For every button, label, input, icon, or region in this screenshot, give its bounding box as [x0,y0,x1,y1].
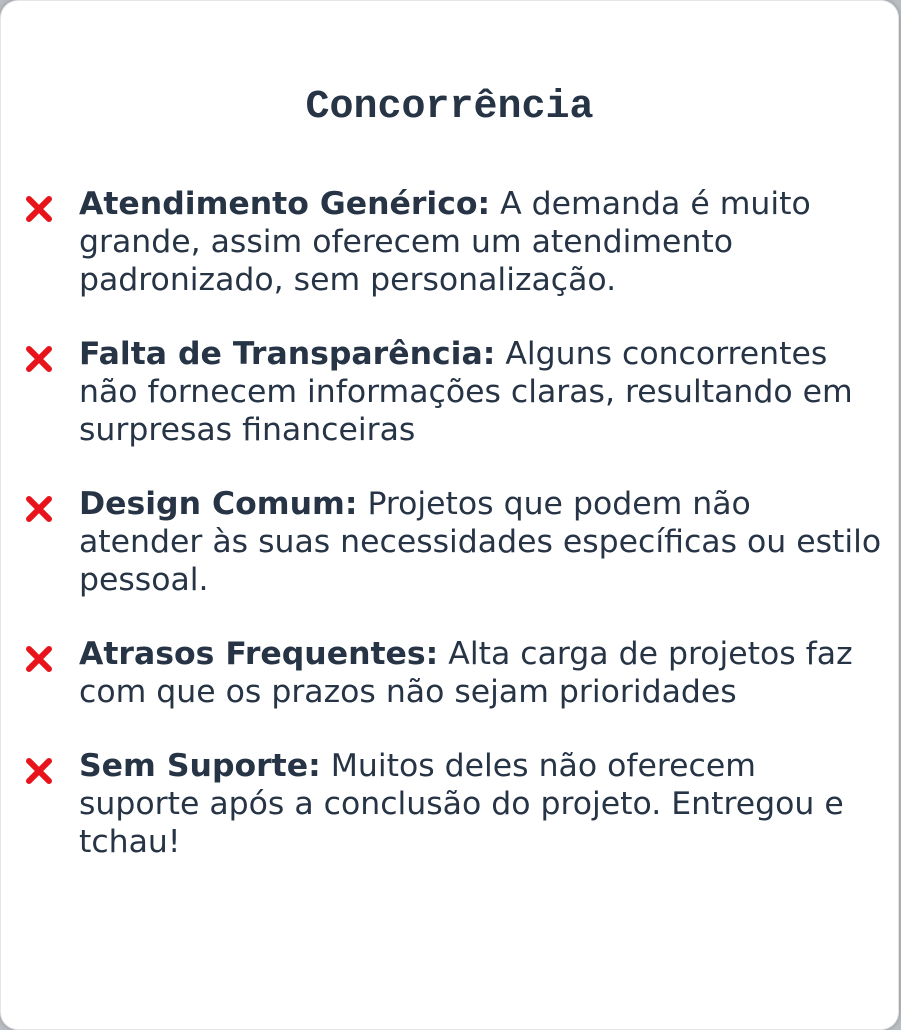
x-icon [25,195,53,223]
item-title: Falta de Transparência: [79,336,496,372]
item-title: Design Comum: [79,486,358,522]
item-title: Atendimento Genérico: [79,186,491,222]
card-title: Concorrência [305,85,594,130]
competition-list [1,185,899,897]
x-icon [25,757,53,785]
item-text: Muitos deles não oferecem suporte após a conclusão do projeto. Entregou e tchau! [79,748,844,860]
item-text: Alta carga de projetos faz com que os prazos não sejam prioridades [79,636,853,710]
list-item [1,185,899,299]
item-text: Projetos que podem não atender às suas necessidades específicas ou estilo pessoal. [79,486,882,598]
list-item [1,335,899,449]
list-item [1,485,899,599]
list-item [1,747,899,861]
list-item [1,635,899,711]
x-icon [25,645,53,673]
item-title: Atrasos Frequentes: [79,636,439,672]
item-text: Alguns concorrentes não fornecem informações claras, resultando em surpresas financeiras [79,336,853,448]
x-icon [25,495,53,523]
item-text: A demanda é muito grande, assim oferecem um atendimento padronizado, sem personalização. [79,186,811,298]
x-icon [25,345,53,373]
item-title: Sem Suporte: [79,748,321,784]
